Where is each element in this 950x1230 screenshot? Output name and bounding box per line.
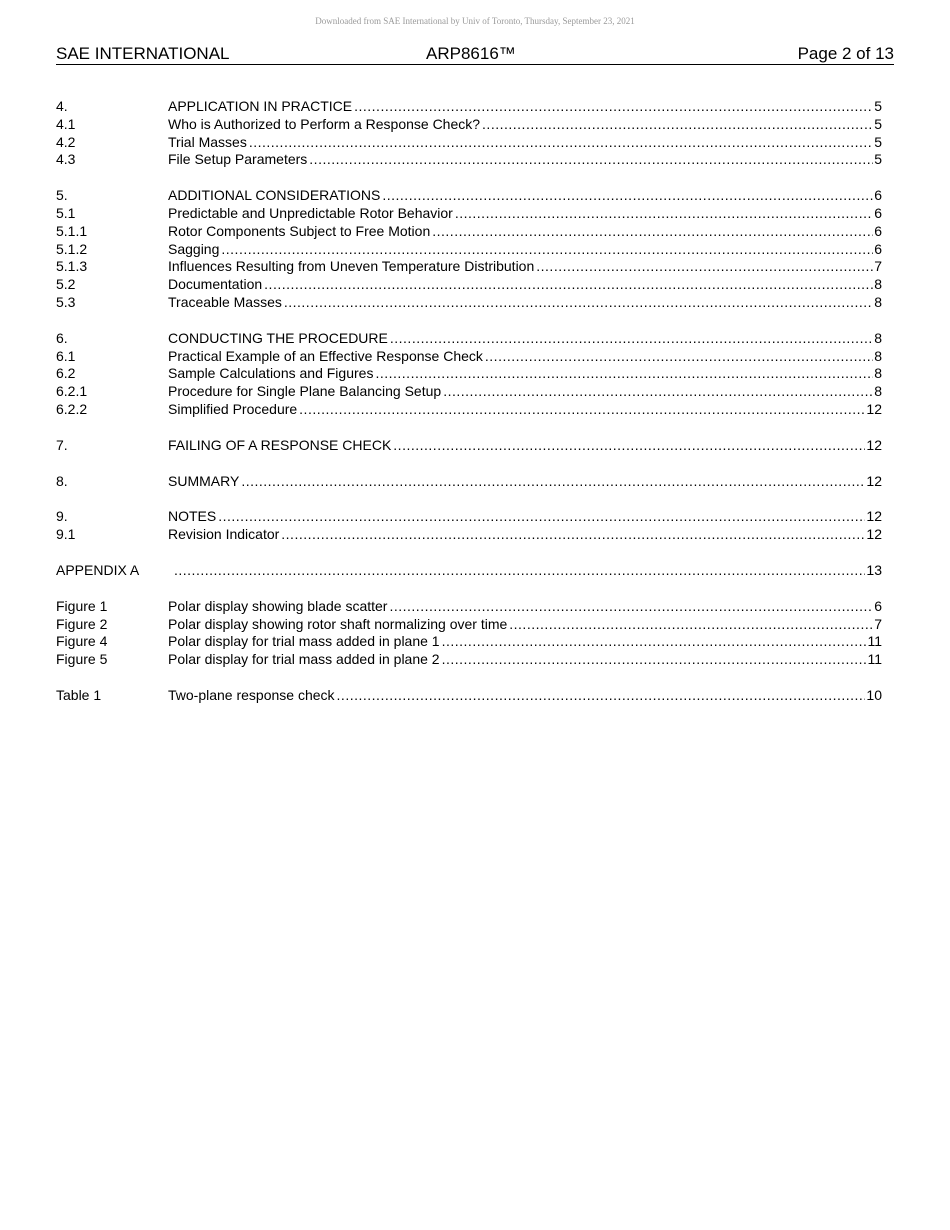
toc-entry[interactable] xyxy=(56,383,882,401)
toc-dot-leader xyxy=(284,294,873,312)
toc-entry[interactable] xyxy=(56,473,882,491)
toc-entry-title-cell xyxy=(168,223,882,241)
toc-entry[interactable] xyxy=(56,116,882,134)
toc-entry-title-cell xyxy=(168,98,882,116)
toc-entry-page: 6 xyxy=(874,222,882,239)
toc-entry-title-cell xyxy=(168,276,882,294)
toc-entry-title-cell xyxy=(168,294,882,312)
toc-entry[interactable] xyxy=(56,437,882,455)
toc-entry[interactable] xyxy=(56,526,882,544)
toc-entry-title: ADDITIONAL CONSIDERATIONS xyxy=(168,187,381,204)
toc-entry[interactable] xyxy=(56,562,882,580)
toc-entry-number: 5.2 xyxy=(56,276,76,293)
toc-entry-number: 6.2.2 xyxy=(56,400,88,417)
toc-dot-leader xyxy=(264,276,873,294)
toc-entry[interactable] xyxy=(56,98,882,116)
toc-entry-title-cell xyxy=(168,365,882,383)
toc-group xyxy=(56,187,882,312)
toc-entry-number: 9.1 xyxy=(56,526,76,543)
toc-entry-page: 6 xyxy=(874,204,882,221)
toc-entry-page: 5 xyxy=(874,98,882,114)
toc-entry-page: 8 xyxy=(874,383,882,400)
toc-entry-page: 11 xyxy=(867,633,882,650)
toc-entry-title-cell xyxy=(168,526,882,544)
toc-dot-leader xyxy=(382,187,873,205)
toc-entry-title-cell xyxy=(168,241,882,259)
toc-entry-page: 10 xyxy=(866,686,882,703)
toc-entry-title: Who is Authorized to Perform a Response Check? xyxy=(168,115,481,132)
toc-entry-number: Figure 5 xyxy=(56,651,108,668)
toc-entry-number: Figure 2 xyxy=(56,615,108,632)
toc-entry-title-cell xyxy=(168,330,882,348)
toc-group xyxy=(56,687,882,705)
toc-entry-number: 4. xyxy=(56,98,68,114)
toc-entry-page: 12 xyxy=(866,526,882,543)
toc-entry-number: 6. xyxy=(56,329,68,346)
download-watermark: Downloaded from SAE International by Univ of Toronto, Thursday, September 23, 2021 xyxy=(315,16,635,26)
toc-dot-leader xyxy=(432,223,873,241)
toc-entry-title: Sample Calculations and Figures xyxy=(168,365,374,382)
toc-entry-title-cell xyxy=(168,151,882,169)
toc-entry-number: Table 1 xyxy=(56,686,102,703)
toc-entry-page: 12 xyxy=(866,472,882,489)
toc-entry-page: 12 xyxy=(866,508,882,525)
toc-entry-number: 5.1 xyxy=(56,204,76,221)
page-header xyxy=(56,44,894,65)
toc-entry[interactable] xyxy=(56,651,882,669)
toc-dot-leader xyxy=(337,687,866,705)
toc-entry-number: 5.1.3 xyxy=(56,258,88,275)
toc-entry-title-cell xyxy=(168,205,882,223)
toc-entry-title-cell xyxy=(168,348,882,366)
toc-entry-title: Documentation xyxy=(168,276,263,293)
toc-entry-title-cell xyxy=(168,562,882,580)
toc-entry-title: Polar display showing blade scatter xyxy=(168,597,388,614)
header-page-number: Page 2 of 13 xyxy=(797,44,894,63)
toc-entry-page: 8 xyxy=(874,329,882,346)
toc-dot-leader xyxy=(241,473,865,491)
toc-entry-number: 5. xyxy=(56,187,68,204)
toc-entry-title-cell xyxy=(168,598,882,616)
toc-entry-title-cell xyxy=(168,437,882,455)
toc-entry-title: CONDUCTING THE PROCEDURE xyxy=(168,329,388,346)
toc-entry-page: 7 xyxy=(874,615,882,632)
toc-dot-leader xyxy=(218,508,865,526)
toc-entry-page: 8 xyxy=(874,276,882,293)
toc-dot-leader xyxy=(221,241,873,259)
toc-dot-leader xyxy=(442,633,867,651)
toc-entry-title-cell xyxy=(168,473,882,491)
toc-entry-number: 9. xyxy=(56,508,68,525)
toc-entry-title: Rotor Components Subject to Free Motion xyxy=(168,222,431,239)
toc-entry[interactable] xyxy=(56,134,882,152)
toc-entry-title: Traceable Masses xyxy=(168,293,282,310)
toc-entry-page: 8 xyxy=(874,347,882,364)
toc-entry[interactable] xyxy=(56,241,882,259)
toc-dot-leader xyxy=(455,205,873,223)
toc-entry-page: 12 xyxy=(866,436,882,453)
toc-entry-page: 13 xyxy=(866,561,882,578)
toc-group xyxy=(56,598,882,669)
toc-group xyxy=(56,437,882,455)
toc-entry[interactable] xyxy=(56,223,882,241)
toc-entry-title-cell xyxy=(168,401,882,419)
toc-entry-title-cell xyxy=(168,383,882,401)
toc-entry-number: 6.2 xyxy=(56,365,76,382)
toc-entry-title: SUMMARY xyxy=(168,472,240,489)
toc-entry-page: 11 xyxy=(867,651,882,668)
toc-entry-number: 4.3 xyxy=(56,151,76,168)
toc-dot-leader xyxy=(536,258,873,276)
toc-entry-title-cell xyxy=(168,187,882,205)
toc-group xyxy=(56,508,882,544)
toc-dot-leader xyxy=(354,98,873,116)
toc-entry-title: Sagging xyxy=(168,240,220,257)
toc-dot-leader xyxy=(393,437,865,455)
toc-entry[interactable] xyxy=(56,205,882,223)
toc-entry-title-cell xyxy=(168,134,882,152)
toc-entry-title: Two-plane response check xyxy=(168,686,335,703)
toc-entry-title: Trial Masses xyxy=(168,133,247,150)
toc-entry[interactable] xyxy=(56,687,882,705)
toc-entry-page: 7 xyxy=(874,258,882,275)
toc-entry[interactable] xyxy=(56,294,882,312)
toc-entry-title: Practical Example of an Effective Response Check xyxy=(168,347,483,364)
toc-entry-number: 6.1 xyxy=(56,347,76,364)
toc-entry-number: 6.2.1 xyxy=(56,383,88,400)
toc-dot-leader xyxy=(249,134,873,152)
toc-entry-title: NOTES xyxy=(168,508,217,525)
toc-entry-page: 12 xyxy=(866,400,882,417)
toc-dot-leader xyxy=(485,348,873,366)
toc-entry-number: 4.2 xyxy=(56,133,76,150)
toc-entry[interactable] xyxy=(56,365,882,383)
toc-group xyxy=(56,473,882,491)
toc-entry[interactable] xyxy=(56,633,882,651)
header-document-id: ARP8616™ xyxy=(426,44,516,63)
toc-entry[interactable] xyxy=(56,151,882,169)
toc-entry-title-cell xyxy=(168,116,882,134)
toc-entry[interactable] xyxy=(56,598,882,616)
toc-dot-leader xyxy=(509,616,873,634)
toc-entry-page: 8 xyxy=(874,293,882,310)
toc-entry-number: 5.3 xyxy=(56,293,76,310)
toc-entry-title-cell xyxy=(168,687,882,705)
toc-entry-title-cell xyxy=(168,258,882,276)
toc-entry-number: Figure 1 xyxy=(56,597,108,614)
toc-entry-number: 5.1.2 xyxy=(56,240,88,257)
toc-dot-leader xyxy=(170,562,865,580)
toc-dot-leader xyxy=(442,651,867,669)
toc-entry[interactable] xyxy=(56,616,882,634)
toc-entry-number: APPENDIX A xyxy=(56,561,140,578)
toc-entry-title: Revision Indicator xyxy=(168,526,280,543)
toc-entry-title: Simplified Procedure xyxy=(168,400,298,417)
toc-group xyxy=(56,330,882,419)
toc-entry-title: Polar display for trial mass added in plane 2 xyxy=(168,651,440,668)
toc-entry-title: Predictable and Unpredictable Rotor Behavior xyxy=(168,204,453,221)
toc-dot-leader xyxy=(389,598,873,616)
toc-group xyxy=(56,98,882,169)
toc-dot-leader xyxy=(375,365,873,383)
toc-entry-title: Polar display showing rotor shaft normalizing over time xyxy=(168,615,508,632)
toc-group xyxy=(56,562,882,580)
header-organization: SAE INTERNATIONAL xyxy=(56,44,230,63)
toc-entry-number: Figure 4 xyxy=(56,633,108,650)
toc-entry-title: FAILING OF A RESPONSE CHECK xyxy=(168,436,392,453)
toc-entry-title-cell xyxy=(168,508,882,526)
table-of-contents xyxy=(56,98,882,723)
toc-entry-number: 7. xyxy=(56,436,68,453)
toc-entry-title-cell xyxy=(168,633,882,651)
toc-entry-page: 6 xyxy=(874,597,882,614)
toc-entry-title: Procedure for Single Plane Balancing Setup xyxy=(168,383,442,400)
toc-entry-number: 5.1.1 xyxy=(56,222,88,239)
toc-entry[interactable] xyxy=(56,258,882,276)
toc-dot-leader xyxy=(299,401,865,419)
toc-entry-title: Polar display for trial mass added in plane 1 xyxy=(168,633,440,650)
toc-dot-leader xyxy=(482,116,873,134)
toc-entry-title-cell xyxy=(168,651,882,669)
toc-entry-title-cell xyxy=(168,616,882,634)
toc-dot-leader xyxy=(390,330,873,348)
toc-dot-leader xyxy=(309,151,873,169)
toc-entry-page: 6 xyxy=(874,187,882,204)
toc-entry-page: 5 xyxy=(874,133,882,150)
toc-entry-title: Influences Resulting from Uneven Temperature Distribution xyxy=(168,258,535,275)
toc-entry[interactable] xyxy=(56,330,882,348)
toc-entry-title: File Setup Parameters xyxy=(168,151,308,168)
toc-entry[interactable] xyxy=(56,276,882,294)
toc-entry-number: 8. xyxy=(56,472,68,489)
toc-entry-title: APPLICATION IN PRACTICE xyxy=(168,98,353,114)
toc-dot-leader xyxy=(281,526,865,544)
toc-entry-page: 8 xyxy=(874,365,882,382)
toc-entry[interactable] xyxy=(56,508,882,526)
toc-entry-number: 4.1 xyxy=(56,115,76,132)
toc-entry-page: 5 xyxy=(874,151,882,168)
toc-entry[interactable] xyxy=(56,348,882,366)
toc-entry-page: 5 xyxy=(874,115,882,132)
toc-dot-leader xyxy=(443,383,873,401)
toc-entry[interactable] xyxy=(56,401,882,419)
toc-entry[interactable] xyxy=(56,187,882,205)
toc-entry-page: 6 xyxy=(874,240,882,257)
